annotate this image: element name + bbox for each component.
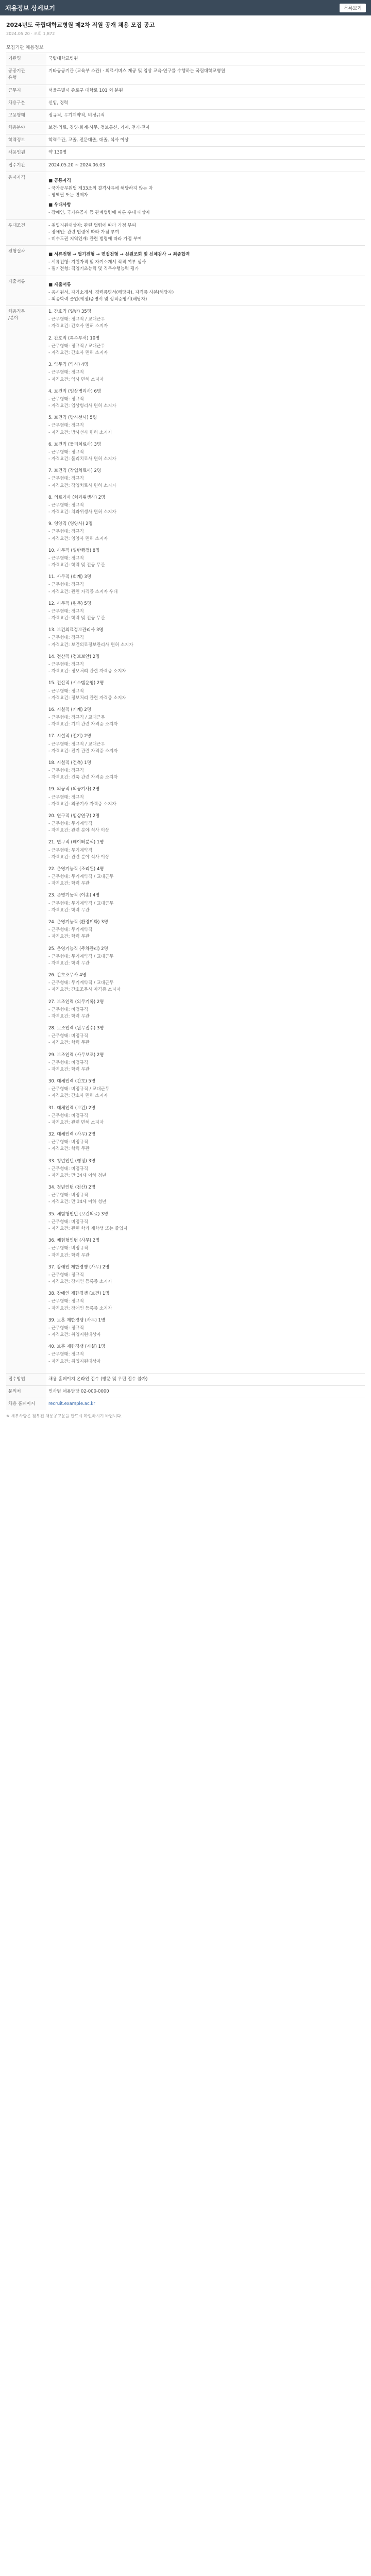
job-detail: - 근무형태: 비정규직	[48, 1166, 89, 1172]
job-detail: - 근무형태: 정규직	[48, 582, 84, 588]
job-item	[48, 1078, 363, 1100]
job-detail: - 자격요건: 관련 분야 석사 이상	[48, 828, 109, 834]
job-detail: - 자격요건: 약사 면허 소지자	[48, 377, 104, 382]
job-detail: - 자격요건: 치과위생사 면허 소지자	[48, 510, 116, 515]
job-detail: - 근무형태: 비정규직	[48, 1007, 89, 1012]
job-detail: - 자격요건: 학력 무관	[48, 1146, 90, 1152]
job-title: 39. 보훈 제한경쟁 (사무) 1명	[48, 1317, 106, 1323]
detail-line: - 서류전형: 지원자격 및 자기소개서 적격 여부 심사	[48, 260, 146, 265]
job-title: 3. 약무직 (약사) 4명	[48, 362, 89, 368]
row-value	[46, 306, 365, 1374]
job-item	[48, 1264, 363, 1286]
job-detail: - 근무형태: 무기계약직	[48, 927, 93, 933]
app-title: 채용정보 상세보기	[5, 4, 55, 12]
job-item	[48, 601, 363, 622]
job-detail: - 자격요건: 학력 무관	[48, 1066, 90, 1072]
job-item	[48, 442, 363, 463]
row-label: 문의처	[6, 1385, 46, 1398]
job-detail: - 근무형태: 비정규직	[48, 1246, 89, 1251]
job-detail: - 근무형태: 정규직 / 교대근무	[48, 343, 105, 349]
job-detail: - 근무형태: 정규직	[48, 529, 84, 535]
job-item	[48, 760, 363, 782]
job-detail: - 자격요건: 학력 무관	[48, 907, 90, 913]
detail-line: - 취업지원대상자: 관련 법령에 따라 가점 부여	[48, 223, 136, 228]
job-detail: - 자격요건: 보건의료정보관리사 면허 소지자	[48, 642, 133, 648]
job-title: 20. 연구직 (임상연구) 2명	[48, 813, 100, 819]
row-label: 기관명	[6, 53, 46, 65]
job-detail: - 근무형태: 정규직	[48, 502, 84, 508]
job-detail: - 자격요건: 관련 면허 소지자	[48, 1120, 104, 1125]
job-detail: - 근무형태: 정규직	[48, 1352, 84, 1358]
job-title: 2. 간호직 (특수부서) 10명	[48, 335, 100, 341]
job-detail: - 자격요건: 건축 관련 자격증 소지자	[48, 775, 118, 781]
job-detail: - 근무형태: 비정규직 / 교대근무	[48, 1087, 110, 1092]
info-table	[6, 53, 365, 1410]
row-value	[46, 219, 365, 246]
job-detail: - 자격요건: 정보처리 관련 자격증 소지자	[48, 695, 126, 701]
job-title: 19. 의공직 (의공기사) 2명	[48, 787, 100, 792]
post-meta: 2024.05.20 · 조회 1,872	[6, 31, 55, 36]
job-title: 14. 전산직 (정보보안) 2명	[48, 654, 100, 659]
job-detail: - 근무형태: 무기계약직	[48, 848, 93, 853]
info-row	[6, 122, 365, 134]
job-detail: - 자격요건: 학력 무관	[48, 960, 90, 966]
job-detail: - 자격요건: 취업지원대상자	[48, 1332, 101, 1338]
job-detail: - 근무형태: 비정규직	[48, 1113, 89, 1118]
job-detail: - 자격요건: 학력 무관	[48, 881, 90, 887]
job-detail: - 근무형태: 정규직 / 교대근무	[48, 741, 105, 747]
job-item	[48, 1131, 363, 1153]
job-detail: - 근무형태: 정규직	[48, 688, 84, 694]
job-item	[48, 495, 363, 516]
job-title: 31. 대체인력 (보건) 2명	[48, 1105, 96, 1111]
job-title: 40. 보훈 제한경쟁 (시설) 1명	[48, 1344, 106, 1350]
row-value: 학력무관, 고졸, 전문대졸, 대졸, 석사 이상	[46, 134, 365, 147]
detail-line: - 필기전형: 직업기초능력 및 직무수행능력 평가	[48, 266, 139, 272]
job-item	[48, 866, 363, 888]
jobs-row	[6, 306, 365, 1374]
row-label: 응시자격	[6, 172, 46, 219]
job-detail: - 자격요건: 장애인 등록증 소지자	[48, 1306, 112, 1311]
row-label: 채용구분	[6, 97, 46, 109]
job-detail: - 자격요건: 만 34세 이하 청년	[48, 1173, 107, 1178]
job-item	[48, 627, 363, 649]
job-detail: - 근무형태: 정규직	[48, 1325, 84, 1331]
row-label: 전형절차	[6, 246, 46, 276]
info-row	[6, 159, 365, 172]
job-title: 38. 장애인 제한경쟁 (보건) 1명	[48, 1291, 110, 1297]
job-detail: - 자격요건: 간호사 면허 소지자	[48, 1093, 108, 1099]
job-detail: - 근무형태: 정규직	[48, 555, 84, 561]
job-title: 6. 보건직 (물리치료사) 3명	[48, 442, 102, 447]
job-item	[48, 1317, 363, 1339]
job-detail: - 근무형태: 정규직 / 교대근무	[48, 715, 105, 721]
job-item	[48, 707, 363, 728]
detail-row	[6, 276, 365, 306]
job-title: 37. 장애인 제한경쟁 (사무) 2명	[48, 1264, 110, 1270]
job-detail: - 근무형태: 정규직	[48, 370, 84, 376]
row-value: 신입, 경력	[46, 97, 365, 109]
job-title: 7. 보건직 (작업치료사) 2명	[48, 468, 102, 474]
job-item	[48, 468, 363, 489]
info-row	[6, 53, 365, 65]
job-title: 33. 청년인턴 (행정) 3명	[48, 1158, 96, 1164]
job-title: 34. 청년인턴 (전산) 2명	[48, 1185, 96, 1191]
row-label: 채용분야	[6, 122, 46, 134]
job-detail: - 근무형태: 비정규직	[48, 1060, 89, 1065]
job-detail: - 자격요건: 학력 및 전공 무관	[48, 563, 105, 568]
job-item	[48, 548, 363, 569]
job-title: 16. 시설직 (기계) 2명	[48, 707, 91, 713]
job-detail: - 자격요건: 의공기사 자격증 소지자	[48, 801, 116, 807]
job-detail: - 근무형태: 비정규직	[48, 1219, 89, 1225]
job-title: 18. 시설직 (건축) 1명	[48, 760, 91, 766]
job-detail: - 자격요건: 학력 무관	[48, 1252, 90, 1258]
job-title: 24. 운영기능직 (환경미화) 3명	[48, 919, 108, 925]
detail-line: ■ 공통자격	[48, 178, 71, 183]
footer-row	[6, 1385, 365, 1398]
job-item	[48, 999, 363, 1021]
job-detail: - 자격요건: 영양사 면허 소지자	[48, 536, 108, 541]
job-title: 8. 의료기사 (치과위생사) 2명	[48, 495, 106, 500]
job-item	[48, 335, 363, 357]
job-title: 25. 운영기능직 (주차관리) 2명	[48, 946, 108, 952]
row-label: 채용직무 /분야	[6, 306, 46, 1374]
job-detail: - 근무형태: 무기계약직	[48, 821, 93, 827]
job-detail: - 근무형태: 비정규직	[48, 1033, 89, 1039]
job-title: 12. 사무직 (원무) 5명	[48, 601, 91, 606]
row-value: 기타공공기관 (교육부 소관) · 의료서비스 제공 및 임상 교육·연구를 수행하는 국립대학교병원	[46, 65, 365, 84]
info-row	[6, 65, 365, 84]
list-button[interactable]: 목록보기	[340, 4, 366, 12]
job-detail: - 근무형태: 정규직	[48, 1299, 84, 1304]
row-label: 채용 홈페이지	[6, 1398, 46, 1411]
job-item	[48, 1291, 363, 1312]
job-item	[48, 1105, 363, 1127]
row-value: 2024.05.20 ~ 2024.06.03	[46, 159, 365, 172]
job-detail: - 근무형태: 정규직	[48, 662, 84, 667]
job-title: 13. 보건의료정보관리사 3명	[48, 628, 104, 633]
job-detail: - 자격요건: 장애인 등록증 소지자	[48, 1279, 112, 1285]
job-detail: - 근무형태: 정규직	[48, 449, 84, 455]
job-detail: - 근무형태: 무기계약직 / 교대근무	[48, 874, 114, 880]
job-title: 27. 보조인력 (의무기록) 2명	[48, 999, 104, 1005]
top-bar	[0, 0, 371, 15]
job-detail: - 근무형태: 비정규직	[48, 1193, 89, 1198]
job-title: 32. 대체인력 (사무) 2명	[48, 1132, 96, 1138]
job-item	[48, 574, 363, 596]
detail-line: - 응시원서, 자기소개서, 경력증명서(해당자), 자격증 사본(해당자)	[48, 290, 174, 295]
detail-row	[6, 219, 365, 246]
info-row	[6, 147, 365, 159]
job-title: 36. 체험형인턴 (사무) 2명	[48, 1238, 100, 1244]
detail-line: - 장애인: 관련 법령에 따라 가점 부여	[48, 229, 120, 235]
job-title: 28. 보조인력 (원무접수) 3명	[48, 1026, 104, 1031]
job-item	[48, 680, 363, 702]
job-detail: - 자격요건: 기계 관련 자격증 소지자	[48, 722, 118, 727]
job-detail: - 근무형태: 정규직	[48, 768, 84, 774]
detail-line: - 국가공무원법 제33조의 결격사유에 해당하지 않는 자	[48, 185, 153, 191]
job-detail: - 자격요건: 학력 무관	[48, 1013, 90, 1019]
row-value	[46, 172, 365, 219]
detail-line: - 비수도권 지역인재: 관련 법령에 따라 가점 부여	[48, 236, 142, 242]
job-title: 26. 간호조무사 4명	[48, 973, 87, 978]
job-detail: - 근무형태: 무기계약직 / 교대근무	[48, 980, 114, 986]
job-detail: - 근무형태: 비정규직	[48, 1140, 89, 1145]
job-detail: - 근무형태: 정규직	[48, 476, 84, 482]
job-title: 35. 체험형인턴 (보건의료) 3명	[48, 1211, 108, 1217]
detail-line: - 최종학력 졸업(예정)증명서 및 성적증명서(해당자)	[48, 296, 147, 302]
row-value	[46, 246, 365, 276]
job-title: 17. 시설직 (전기) 2명	[48, 734, 91, 739]
job-detail: - 자격요건: 간호사 면허 소지자	[48, 350, 108, 355]
job-detail: - 자격요건: 학력 및 전공 무관	[48, 616, 105, 621]
row-value: 보건·의료, 경영·회계·사무, 정보통신, 기계, 전기·전자	[46, 122, 365, 134]
job-detail: - 근무형태: 정규직	[48, 794, 84, 800]
job-title: 9. 영양직 (영양사) 2명	[48, 521, 93, 527]
row-label: 우대조건	[6, 219, 46, 246]
link-row	[6, 1398, 365, 1411]
job-title: 10. 사무직 (일반행정) 8명	[48, 548, 100, 553]
job-item	[48, 733, 363, 755]
job-item	[48, 415, 363, 436]
homepage-link[interactable]: recruit.example.ac.kr	[48, 1401, 95, 1407]
job-item	[48, 1052, 363, 1074]
row-label: 학력정보	[6, 134, 46, 147]
job-item	[48, 919, 363, 941]
job-detail: - 자격요건: 물리치료사 면허 소지자	[48, 456, 116, 462]
job-title: 11. 사무직 (회계) 3명	[48, 574, 91, 580]
job-item	[48, 946, 363, 968]
row-value: 채용 홈페이지 온라인 접수 (방문 및 우편 접수 불가)	[46, 1373, 365, 1385]
job-detail: - 자격요건: 임상병리사 면허 소지자	[48, 403, 116, 409]
row-label: 채용인원	[6, 147, 46, 159]
job-item	[48, 892, 363, 914]
detail-line: - 병역필 또는 면제자	[48, 193, 88, 198]
row-value: 국립대학교병원	[46, 53, 365, 65]
footer-row	[6, 1373, 365, 1385]
row-label: 접수방법	[6, 1373, 46, 1385]
job-title: 29. 보조인력 (사무보조) 2명	[48, 1052, 104, 1058]
job-title: 30. 대체인력 (간호) 5명	[48, 1079, 96, 1084]
job-detail: - 자격요건: 간호사 면허 소지자	[48, 324, 108, 329]
job-item	[48, 1211, 363, 1233]
job-item	[48, 1025, 363, 1047]
job-detail: - 자격요건: 관련 자격증 소지자 우대	[48, 589, 118, 595]
job-title: 21. 연구직 (데이터분석) 1명	[48, 840, 104, 845]
job-item	[48, 839, 363, 861]
row-value	[46, 1398, 365, 1411]
job-detail: - 자격요건: 전기 관련 자격증 소지자	[48, 748, 118, 754]
info-row	[6, 134, 365, 147]
job-detail: - 자격요건: 만 34세 이하 청년	[48, 1199, 107, 1205]
post-header	[0, 15, 371, 40]
detail-line: ■ 우대사항	[48, 202, 71, 208]
job-item	[48, 1158, 363, 1180]
job-item	[48, 1344, 363, 1365]
info-row	[6, 109, 365, 122]
job-title: 1. 간호직 (일반) 35명	[48, 309, 91, 315]
job-detail: - 자격요건: 관련 분야 석사 이상	[48, 854, 109, 860]
job-title: 23. 운영기능직 (이송) 4명	[48, 893, 100, 899]
job-detail: - 자격요건: 작업치료사 면허 소지자	[48, 483, 116, 488]
job-title: 5. 보건직 (방사선사) 5명	[48, 415, 97, 421]
detail-line: - 장애인, 국가유공자 등 관계법령에 따른 우대 대상자	[48, 210, 150, 216]
job-detail: - 자격요건: 간호조무사 자격증 소지자	[48, 987, 121, 993]
job-detail: - 자격요건: 학력 무관	[48, 1040, 90, 1046]
job-detail: - 자격요건: 정보처리 관련 자격증 소지자	[48, 669, 126, 674]
job-title: 4. 보건직 (임상병리사) 6명	[48, 388, 102, 394]
job-item	[48, 521, 363, 543]
row-value: 약 130명	[46, 147, 365, 159]
footer-note: ※ 세부사항은 첨부된 채용공고문을 반드시 확인하시기 바랍니다.	[6, 1414, 123, 1419]
job-detail: - 근무형태: 정규직	[48, 635, 84, 641]
job-detail: - 자격요건: 취업지원대상자	[48, 1359, 101, 1364]
job-item	[48, 813, 363, 835]
job-item	[48, 388, 363, 410]
job-detail: - 근무형태: 정규직	[48, 608, 84, 614]
row-label: 접수기간	[6, 159, 46, 172]
job-item	[48, 1184, 363, 1206]
row-label: 근무지	[6, 84, 46, 97]
row-label: 고용형태	[6, 109, 46, 122]
job-item	[48, 786, 363, 808]
job-item	[48, 654, 363, 675]
section-title: 모집기관 채용정보	[6, 45, 44, 50]
job-detail: - 자격요건: 관련 학과 재학생 또는 졸업자	[48, 1226, 128, 1231]
row-value: 서울특별시 종로구 대학로 101 외 분원	[46, 84, 365, 97]
row-value: 인사팀 채용담당 02-000-0000	[46, 1385, 365, 1398]
detail-row	[6, 246, 365, 276]
job-item	[48, 309, 363, 330]
job-item	[48, 1238, 363, 1259]
detail-line: ■ 서류전형 → 필기전형 → 면접전형 → 신원조회 및 신체검사 → 최종합격	[48, 252, 190, 258]
job-detail: - 근무형태: 정규직 / 교대근무	[48, 317, 105, 323]
detail-row	[6, 172, 365, 219]
page-title: 2024년도 국립대학교병원 제2차 직원 공개 채용 모집 공고	[6, 22, 155, 28]
job-detail: - 근무형태: 무기계약직 / 교대근무	[48, 954, 114, 959]
row-label: 공공기관 유형	[6, 65, 46, 84]
row-label: 제출서류	[6, 276, 46, 306]
detail-line: ■ 제출서류	[48, 282, 71, 287]
row-value: 정규직, 무기계약직, 비정규직	[46, 109, 365, 122]
job-detail: - 근무형태: 무기계약직 / 교대근무	[48, 901, 114, 906]
job-title: 22. 운영기능직 (조리원) 4명	[48, 866, 104, 872]
row-value	[46, 276, 365, 306]
job-item	[48, 972, 363, 994]
info-row	[6, 84, 365, 97]
job-detail: - 근무형태: 정규직	[48, 423, 84, 429]
job-item	[48, 362, 363, 383]
job-detail: - 근무형태: 정규직	[48, 1272, 84, 1278]
job-title: 15. 전산직 (시스템운영) 2명	[48, 681, 104, 686]
info-row	[6, 97, 365, 109]
job-detail: - 자격요건: 학력 무관	[48, 934, 90, 940]
job-detail: - 근무형태: 정규직	[48, 396, 84, 402]
job-detail: - 자격요건: 방사선사 면허 소지자	[48, 430, 112, 435]
